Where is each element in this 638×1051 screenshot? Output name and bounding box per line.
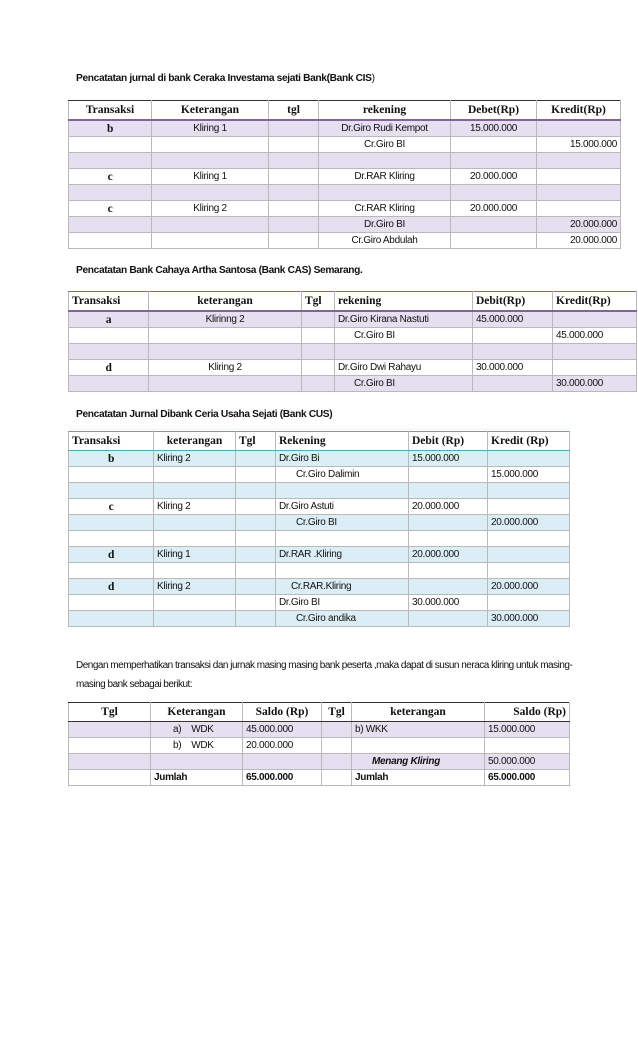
table-row — [69, 233, 621, 249]
cell-transaksi: b — [69, 120, 152, 137]
cell-tgl — [69, 722, 151, 738]
cell-rekening: Dr.RAR Kliring — [319, 169, 451, 185]
table-row — [69, 611, 570, 627]
caption-close-paren: ) — [371, 73, 375, 84]
cell-keterangan: Kliring 2 — [154, 499, 236, 515]
cell-transaksi: c — [69, 499, 154, 515]
cell-transaksi — [69, 467, 154, 483]
neraca-kliring-table — [68, 702, 570, 786]
cell-keterangan — [154, 531, 236, 547]
table-row — [69, 515, 570, 531]
cell-tgl — [236, 499, 276, 515]
table-header — [69, 101, 621, 121]
cell-kredit — [537, 120, 621, 137]
cell-transaksi — [69, 185, 152, 201]
cell-tgl — [322, 770, 352, 786]
cell-tgl — [269, 233, 319, 249]
cell-keterangan: b) WKK — [352, 722, 485, 738]
cell-kredit: 15.000.000 — [488, 467, 570, 483]
cell-transaksi — [69, 344, 149, 360]
cell-keterangan — [152, 137, 269, 153]
table-row — [69, 120, 621, 137]
cell-rekening: Dr.Giro BI — [319, 217, 451, 233]
cell-tgl — [269, 169, 319, 185]
cell-debet: 15.000.000 — [451, 120, 537, 137]
cell-keterangan — [154, 611, 236, 627]
cell-tgl — [269, 120, 319, 137]
table-row — [69, 579, 570, 595]
cell-debit — [473, 376, 553, 392]
col-debet: Debet(Rp) — [451, 101, 537, 121]
table-row — [69, 344, 637, 360]
cell-rekening: Cr.Giro BI — [335, 328, 473, 344]
cell-kredit — [537, 185, 621, 201]
col-kredit: Kredit(Rp) — [537, 101, 621, 121]
table-row — [69, 328, 637, 344]
cell-debit: 20.000.000 — [409, 547, 488, 563]
cell-tgl — [236, 531, 276, 547]
cell-transaksi: c — [69, 169, 152, 185]
cell-saldo: 65.000.000 — [485, 770, 570, 786]
cell-kredit — [488, 595, 570, 611]
cell-transaksi — [69, 233, 152, 249]
cell-kredit: 20.000.000 — [537, 217, 621, 233]
cell-debet — [451, 153, 537, 169]
cell-transaksi — [69, 563, 154, 579]
cell-saldo: 65.000.000 — [243, 770, 322, 786]
cell-tgl — [322, 754, 352, 770]
section1-caption: Pencatatan jurnal di bank Ceraka Investama sejati Bank(Bank CIS) — [76, 73, 375, 84]
cell-debit — [409, 563, 488, 579]
cell-keterangan — [152, 185, 269, 201]
cell-tgl — [302, 376, 335, 392]
cell-tgl — [302, 360, 335, 376]
col-transaksi: Transaksi — [69, 432, 154, 451]
cell-transaksi — [69, 483, 154, 499]
cell-kredit — [537, 153, 621, 169]
cell-transaksi — [69, 531, 154, 547]
cell-keterangan — [154, 563, 236, 579]
cell-kredit — [537, 169, 621, 185]
table-row — [69, 531, 570, 547]
cell-transaksi — [69, 376, 149, 392]
cell-keterangan: a) WDK — [151, 722, 243, 738]
cell-kredit: 15.000.000 — [537, 137, 621, 153]
cell-saldo: 45.000.000 — [243, 722, 322, 738]
cell-tgl — [269, 153, 319, 169]
cell-tgl — [236, 483, 276, 499]
cell-kredit: 20.000.000 — [488, 515, 570, 531]
cell-keterangan — [149, 376, 302, 392]
col-saldo-kredit: Saldo (Rp) — [485, 703, 570, 722]
cell-tgl — [236, 515, 276, 531]
cell-transaksi: d — [69, 360, 149, 376]
col-rekening: rekening — [319, 101, 451, 121]
col-tgl-kredit: Tgl — [322, 703, 352, 722]
table-row — [69, 311, 637, 328]
cell-kredit — [488, 531, 570, 547]
col-tgl: Tgl — [302, 292, 335, 312]
jurnal-bank-cus-table — [68, 431, 570, 627]
cell-tgl — [236, 563, 276, 579]
cell-debet — [451, 185, 537, 201]
table-header — [69, 703, 570, 722]
cell-kredit: 45.000.000 — [553, 328, 637, 344]
cell-tgl — [69, 738, 151, 754]
cell-tgl — [269, 217, 319, 233]
table-row — [69, 722, 570, 738]
cell-keterangan — [152, 153, 269, 169]
section3-caption: Pencatatan Jurnal Dibank Ceria Usaha Sejati (Bank CUS) — [76, 409, 333, 420]
cell-transaksi — [69, 515, 154, 531]
cell-tgl — [236, 611, 276, 627]
cell-transaksi — [69, 611, 154, 627]
table-row — [69, 595, 570, 611]
cell-keterangan — [152, 233, 269, 249]
cell-rekening — [276, 483, 409, 499]
cell-debit — [409, 483, 488, 499]
cell-rekening: Cr.Giro BI — [319, 137, 451, 153]
table-row — [69, 201, 621, 217]
cell-kredit: 20.000.000 — [488, 579, 570, 595]
cell-debit: 45.000.000 — [473, 311, 553, 328]
cell-tgl — [269, 201, 319, 217]
cell-kredit — [553, 344, 637, 360]
col-kredit: Kredit (Rp) — [488, 432, 570, 451]
col-keterangan: Keterangan — [152, 101, 269, 121]
col-keterangan-debit: Keterangan — [151, 703, 243, 722]
cell-tgl — [69, 754, 151, 770]
cell-rekening: Dr.Giro Rudi Kempot — [319, 120, 451, 137]
col-rekening: Rekening — [276, 432, 409, 451]
cell-rekening: Cr.Giro BI — [276, 515, 409, 531]
col-rekening: rekening — [335, 292, 473, 312]
table-row — [69, 169, 621, 185]
cell-rekening: Dr.RAR .Kliring — [276, 547, 409, 563]
cell-saldo: 20.000.000 — [243, 738, 322, 754]
cell-keterangan: Kliring 2 — [154, 579, 236, 595]
cell-rekening: Dr.Giro Dwi Rahayu — [335, 360, 473, 376]
cell-tgl — [269, 185, 319, 201]
cell-tgl — [302, 311, 335, 328]
cell-tgl — [236, 451, 276, 467]
cell-keterangan — [154, 595, 236, 611]
cell-transaksi — [69, 153, 152, 169]
cell-rekening — [319, 153, 451, 169]
cell-keterangan: Jumlah — [352, 770, 485, 786]
table-row — [69, 217, 621, 233]
cell-keterangan: Kliring 2 — [152, 201, 269, 217]
cell-rekening: Cr.Giro Abdulah — [319, 233, 451, 249]
table-row — [69, 467, 570, 483]
col-keterangan: keterangan — [149, 292, 302, 312]
cell-tgl — [236, 547, 276, 563]
cell-keterangan: Kliring 1 — [152, 120, 269, 137]
cell-transaksi: d — [69, 547, 154, 563]
cell-transaksi — [69, 328, 149, 344]
cell-keterangan — [151, 754, 243, 770]
cell-debet — [451, 137, 537, 153]
cell-transaksi: d — [69, 579, 154, 595]
col-transaksi: Transaksi — [69, 101, 152, 121]
cell-saldo — [485, 738, 570, 754]
cell-keterangan — [154, 467, 236, 483]
cell-tgl — [69, 770, 151, 786]
table-header — [69, 292, 637, 312]
table-row — [69, 770, 570, 786]
table-row — [69, 153, 621, 169]
cell-tgl — [302, 328, 335, 344]
cell-keterangan: b) WDK — [151, 738, 243, 754]
cell-tgl — [236, 595, 276, 611]
col-keterangan: keterangan — [154, 432, 236, 451]
cell-rekening: Dr.Giro Astuti — [276, 499, 409, 515]
col-keterangan-kredit: keterangan — [352, 703, 485, 722]
table-row — [69, 360, 637, 376]
cell-keterangan: Kliring 2 — [149, 360, 302, 376]
cell-tgl — [236, 579, 276, 595]
table-row — [69, 483, 570, 499]
cell-tgl — [236, 467, 276, 483]
cell-rekening — [319, 185, 451, 201]
col-tgl: Tgl — [236, 432, 276, 451]
cell-debet — [451, 217, 537, 233]
cell-transaksi — [69, 217, 152, 233]
table-row — [69, 376, 637, 392]
cell-keterangan: Klirinng 2 — [149, 311, 302, 328]
cell-saldo: 50.000.000 — [485, 754, 570, 770]
neraca-intro-paragraph: Dengan memperhatikan transaksi dan jurnak masing masing bank peserta ,maka dapat di susun neraca kliring untuk masing- masing bank sebagai berikut: — [76, 660, 573, 690]
cell-debit — [409, 467, 488, 483]
cell-keterangan: Kliring 1 — [152, 169, 269, 185]
cell-kredit: 20.000.000 — [537, 233, 621, 249]
cell-rekening: Cr.RAR Kliring — [319, 201, 451, 217]
cell-kredit: 30.000.000 — [553, 376, 637, 392]
cell-rekening: Cr.Giro Dalimin — [276, 467, 409, 483]
cell-keterangan: Kliring 2 — [154, 451, 236, 467]
cell-rekening: Dr.Giro BI — [276, 595, 409, 611]
cell-saldo — [243, 754, 322, 770]
cell-transaksi: a — [69, 311, 149, 328]
cell-rekening: Cr.Giro BI — [335, 376, 473, 392]
table-row — [69, 499, 570, 515]
cell-transaksi — [69, 595, 154, 611]
cell-saldo: 15.000.000 — [485, 722, 570, 738]
cell-debit: 30.000.000 — [473, 360, 553, 376]
jurnal-bank-cas-table — [68, 291, 637, 392]
jurnal-bank-cis-table — [68, 100, 621, 249]
cell-kredit — [488, 451, 570, 467]
col-kredit: Kredit(Rp) — [553, 292, 637, 312]
table-row — [69, 547, 570, 563]
cell-debit: 15.000.000 — [409, 451, 488, 467]
cell-debit — [409, 515, 488, 531]
cell-keterangan: Kliring 1 — [154, 547, 236, 563]
cell-keterangan — [149, 328, 302, 344]
cell-transaksi: c — [69, 201, 152, 217]
cell-debet: 20.000.000 — [451, 201, 537, 217]
col-debit: Debit (Rp) — [409, 432, 488, 451]
cell-debet — [451, 233, 537, 249]
cell-kredit — [553, 360, 637, 376]
cell-kredit — [488, 483, 570, 499]
table-row — [69, 563, 570, 579]
cell-rekening — [276, 563, 409, 579]
cell-rekening — [335, 344, 473, 360]
cell-debit: 30.000.000 — [409, 595, 488, 611]
table-row — [69, 137, 621, 153]
cell-keterangan — [154, 515, 236, 531]
cell-transaksi — [69, 137, 152, 153]
cell-debit — [409, 531, 488, 547]
cell-keterangan — [152, 217, 269, 233]
table-row — [69, 738, 570, 754]
table-row — [69, 754, 570, 770]
col-tgl-debit: Tgl — [69, 703, 151, 722]
table-row — [69, 451, 570, 467]
cell-debit — [409, 611, 488, 627]
cell-keterangan — [149, 344, 302, 360]
col-tgl: tgl — [269, 101, 319, 121]
cell-rekening: Cr.RAR.Kliring — [276, 579, 409, 595]
cell-tgl — [322, 722, 352, 738]
cell-keterangan: Jumlah — [151, 770, 243, 786]
cell-rekening: Dr.Giro Bi — [276, 451, 409, 467]
cell-keterangan — [154, 483, 236, 499]
cell-kredit — [488, 499, 570, 515]
cell-transaksi: b — [69, 451, 154, 467]
col-debit: Debit(Rp) — [473, 292, 553, 312]
cell-kredit: 30.000.000 — [488, 611, 570, 627]
cell-keterangan — [352, 738, 485, 754]
col-transaksi: Transaksi — [69, 292, 149, 312]
col-saldo-debit: Saldo (Rp) — [243, 703, 322, 722]
section2-caption: Pencatatan Bank Cahaya Artha Santosa (Bank CAS) Semarang. — [76, 265, 363, 276]
table-row — [69, 185, 621, 201]
cell-rekening — [276, 531, 409, 547]
table-header — [69, 432, 570, 451]
cell-kredit — [488, 547, 570, 563]
cell-debit — [473, 328, 553, 344]
cell-tgl — [322, 738, 352, 754]
cell-kredit — [537, 201, 621, 217]
cell-keterangan: Menang Kliring — [352, 754, 485, 770]
cell-rekening: Dr.Giro Kirana Nastuti — [335, 311, 473, 328]
cell-debit: 20.000.000 — [409, 499, 488, 515]
cell-tgl — [302, 344, 335, 360]
cell-kredit — [488, 563, 570, 579]
cell-rekening: Cr.Giro andika — [276, 611, 409, 627]
cell-tgl — [269, 137, 319, 153]
cell-debet: 20.000.000 — [451, 169, 537, 185]
cell-kredit — [553, 311, 637, 328]
cell-debit — [473, 344, 553, 360]
cell-debit — [409, 579, 488, 595]
